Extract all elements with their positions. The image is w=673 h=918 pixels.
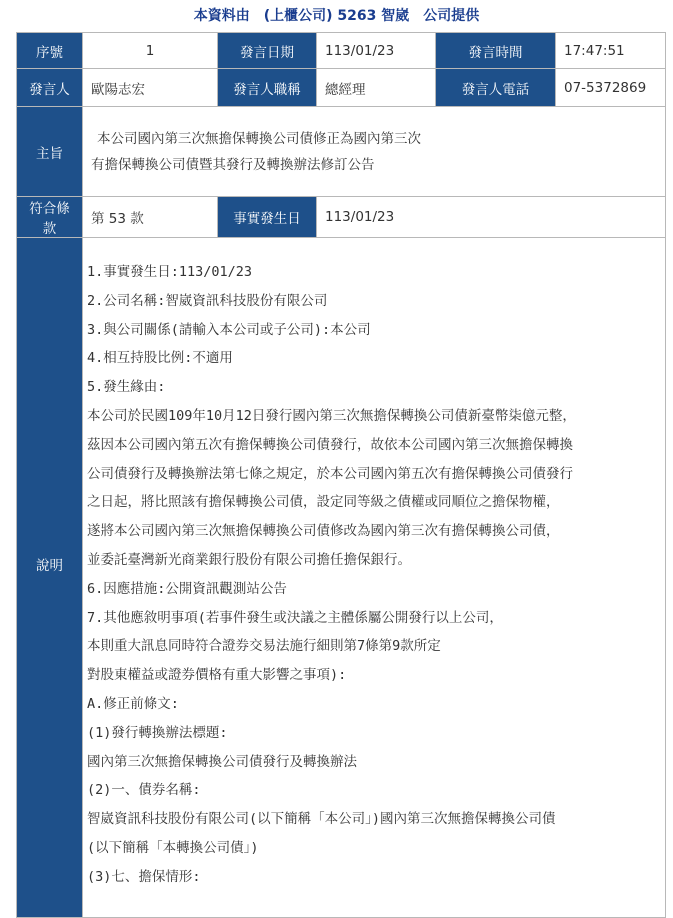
description-line: (以下簡稱「本轉換公司債」)	[87, 839, 259, 856]
description-line: (3)七、擔保情形:	[87, 868, 201, 885]
description-line: (1)發行轉換辦法標題:	[87, 724, 228, 741]
description-line: 5.發生緣由:	[87, 379, 166, 396]
date-value: 113/01/23	[317, 33, 436, 69]
row-sequence	[17, 33, 666, 69]
subject-line: 有擔保轉換公司債暨其發行及轉換辦法修訂公告	[91, 156, 375, 173]
description-content	[83, 238, 666, 918]
speaker-label: 發言人	[17, 69, 83, 107]
description-line: 本公司於民國109年10月12日發行國內第三次無擔保轉換公司債新臺幣柒億元整，	[87, 407, 576, 424]
clause-label: 符合條款	[17, 197, 83, 238]
fact-date-value: 113/01/23	[317, 197, 666, 238]
description-line: 遂將本公司國內第三次無擔保轉換公司債修改為國內第三次有擔保轉換公司債，	[87, 523, 560, 540]
speaker-title-value: 總經理	[317, 69, 436, 107]
speaker-phone-value: 07-5372869	[556, 69, 666, 107]
description-line: (2)一、債券名稱:	[87, 782, 201, 799]
description-line: 1.事實發生日:113/01/23	[87, 264, 253, 280]
seq-label: 序號	[17, 33, 83, 69]
description-line: 3.與公司關係(請輸入本公司或子公司):本公司	[87, 321, 371, 338]
description-label: 說明	[17, 238, 83, 918]
date-label: 發言日期	[218, 33, 317, 69]
provided-text: 公司提供	[423, 8, 480, 24]
source-text: 本資料由 (上櫃公司) 5263 智崴	[193, 8, 410, 24]
clause-value: 第 53 款	[83, 197, 218, 238]
subject-value	[83, 107, 666, 197]
time-value: 17:47:51	[556, 33, 666, 69]
announcement-table	[16, 32, 666, 918]
description-line: 4.相互持股比例:不適用	[87, 350, 233, 367]
speaker-phone-label: 發言人電話	[436, 69, 556, 107]
description-line: 本則重大訊息同時符合證券交易法施行細則第7條第9款所定	[87, 638, 441, 655]
description-line: 7.其他應敘明事項(若事件發生或決議之主體係屬公開發行以上公司，	[87, 609, 503, 626]
description-line: 公司債發行及轉換辦法第七條之規定，於本公司國內第五次有擔保轉換公司債發行	[87, 465, 573, 482]
description-line: 茲因本公司國內第五次有擔保轉換公司債發行，故依本公司國內第三次無擔保轉換	[87, 436, 573, 453]
speaker-title-label: 發言人職稱	[218, 69, 317, 107]
subject-line: 本公司國內第三次無擔保轉換公司債修正為國內第三次	[97, 130, 421, 147]
row-speaker	[17, 69, 666, 107]
fact-date-label: 事實發生日	[218, 197, 317, 238]
row-subject	[17, 107, 666, 197]
speaker-value: 歐陽志宏	[83, 69, 218, 107]
time-label: 發言時間	[436, 33, 556, 69]
row-clause	[17, 197, 666, 238]
description-line: 智崴資訊科技股份有限公司(以下簡稱「本公司」)國內第三次無擔保轉換公司債	[87, 811, 556, 828]
announcement-header	[0, 0, 673, 30]
subject-label: 主旨	[17, 107, 83, 197]
seq-value: 1	[83, 33, 218, 69]
description-line: 對股東權益或證券價格有重大影響之事項):	[87, 667, 347, 684]
description-line: 並委託臺灣新光商業銀行股份有限公司擔任擔保銀行。	[87, 551, 411, 568]
description-line: 2.公司名稱:智崴資訊科技股份有限公司	[87, 292, 328, 309]
description-line: 國內第三次無擔保轉換公司債發行及轉換辦法	[87, 753, 357, 770]
description-line: 之日起，將比照該有擔保轉換公司債，設定同等級之債權或同順位之擔保物權，	[87, 494, 560, 511]
description-line: 6.因應措施:公開資訊觀測站公告	[87, 580, 287, 597]
row-description	[17, 238, 666, 918]
description-line: A.修正前條文:	[87, 695, 179, 712]
